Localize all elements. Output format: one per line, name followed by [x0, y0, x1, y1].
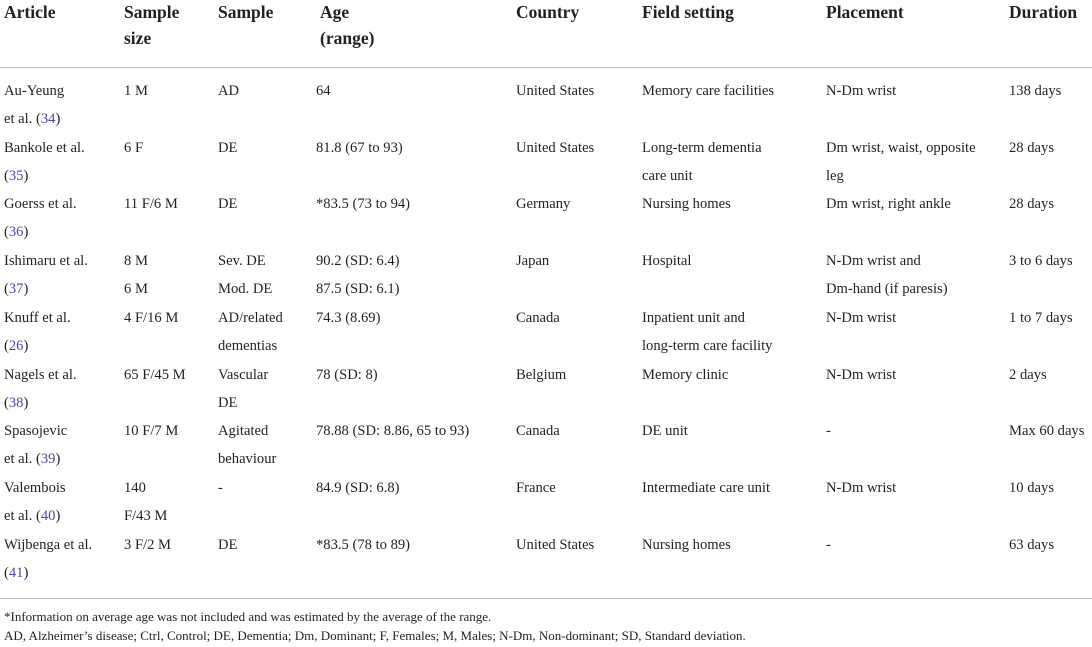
footer-divider — [0, 598, 1092, 599]
cell-age — [316, 361, 378, 389]
cell-age-line1: 78 (SD: 8) — [316, 366, 378, 383]
cell-article — [4, 531, 92, 587]
cell-sample-line2: dementias — [218, 337, 278, 354]
cell-sample-line2: Mod. DE — [218, 281, 273, 298]
cell-size — [124, 134, 143, 162]
cell-article — [4, 77, 64, 133]
cell-field-line1: DE unit — [642, 423, 688, 440]
cell-field-line2: care unit — [642, 167, 693, 184]
cell-article-line2 — [4, 389, 77, 417]
cell-article-line2 — [4, 275, 88, 303]
cell-field-line1: Hospital — [642, 253, 692, 270]
cell-field-line1: Intermediate care unit — [642, 479, 771, 496]
cell-age — [316, 134, 403, 162]
cell-duration: 10 days — [1009, 479, 1054, 496]
citation-prefix: ( — [4, 224, 9, 241]
cell-placement-line1: N-Dm wrist — [826, 366, 897, 383]
cell-age — [316, 190, 410, 218]
cell-article-line1: Ishimaru et al. — [4, 253, 88, 270]
cell-placement-line2: Dm-hand (if paresis) — [826, 281, 948, 298]
cell-field-line1: Memory clinic — [642, 366, 729, 383]
header-sample: Sample — [218, 2, 274, 22]
cell-article-line2 — [4, 162, 85, 190]
cell-placement — [826, 417, 831, 445]
cell-sample-line1: DE — [218, 196, 238, 213]
cell-size — [124, 247, 148, 303]
reference-link[interactable]: 40 — [40, 507, 56, 524]
citation-suffix: ) — [23, 281, 29, 298]
cell-article-line1: Knuff et al. — [4, 309, 71, 326]
cell-size — [124, 531, 171, 559]
cell-field — [642, 304, 772, 360]
cell-placement-line1: Dm wrist, waist, opposite — [826, 139, 976, 156]
cell-field — [642, 190, 731, 218]
cell-sample-line1: Sev. DE — [218, 253, 266, 270]
cell-article — [4, 474, 66, 530]
cell-sample-line1: AD — [218, 83, 240, 99]
cell-age-line1: *83.5 (78 to 89) — [316, 536, 411, 553]
cell-age — [316, 247, 400, 303]
cell-article — [4, 247, 88, 303]
header-sample-size — [124, 0, 179, 51]
cell-size-line2: F/43 M — [124, 507, 168, 524]
cell-placement — [826, 304, 896, 332]
citation-prefix: ( — [4, 337, 9, 354]
cell-age-line1: 74.3 (8.69) — [316, 309, 381, 326]
cell-size-line1: 11 F/6 M — [124, 196, 178, 213]
cell-placement — [826, 474, 896, 502]
cell-country: Germany — [516, 196, 571, 213]
cell-duration: 63 days — [1009, 536, 1054, 553]
citation-prefix: et al. ( — [4, 451, 41, 468]
cell-article-line2 — [4, 502, 66, 530]
cell-size — [124, 417, 178, 445]
header-sample-size-line1: Sample — [124, 2, 180, 22]
header-field-setting: Field setting — [642, 2, 734, 22]
cell-size-line1: 6 F — [124, 139, 144, 156]
cell-field-line1: Inpatient unit and — [642, 309, 745, 326]
citation-prefix: ( — [4, 394, 9, 411]
citation-suffix: ) — [23, 564, 29, 581]
cell-placement-line1: N-Dm wrist — [826, 479, 897, 496]
cell-field — [642, 531, 731, 559]
cell-sample — [218, 474, 223, 502]
table-header — [0, 0, 1092, 67]
reference-link[interactable]: 35 — [8, 167, 24, 184]
cell-size-line1: 3 F/2 M — [124, 536, 172, 553]
footnote-average-age: *Information on average age was not included and was estimated by the average of the range. — [4, 609, 492, 624]
cell-age-line1: 81.8 (67 to 93) — [316, 139, 403, 156]
cell-article-line1: Bankole et al. — [4, 139, 85, 156]
cell-duration: 28 days — [1009, 196, 1054, 213]
cell-size — [124, 474, 167, 530]
cell-country: Canada — [516, 309, 560, 326]
cell-sample-line1: DE — [218, 139, 238, 156]
cell-article-line2 — [4, 332, 71, 360]
cell-field-line2: long-term care facility — [642, 337, 773, 354]
cell-size-line1: 65 F/45 M — [124, 366, 186, 383]
cell-sample-line1: - — [218, 479, 223, 496]
citation-suffix: ) — [55, 507, 61, 524]
citation-prefix: et al. ( — [4, 507, 41, 524]
cell-article-line2 — [4, 218, 77, 246]
header-age — [320, 0, 374, 51]
cell-field — [642, 134, 762, 190]
citation-suffix: ) — [23, 394, 29, 411]
cell-placement-line1: N-Dm wrist — [826, 309, 897, 326]
reference-link[interactable]: 34 — [40, 111, 56, 127]
citation-suffix: ) — [55, 451, 61, 468]
cell-field-line1: Memory care facilities — [642, 83, 775, 99]
cell-placement-line2: leg — [826, 167, 844, 184]
cell-sample-line1: AD/related — [218, 309, 283, 326]
cell-sample — [218, 417, 276, 473]
header-duration: Duration — [1009, 2, 1078, 22]
cell-article — [4, 304, 71, 360]
reference-link[interactable]: 37 — [8, 281, 24, 298]
cell-country: France — [516, 479, 556, 496]
cell-article — [4, 361, 77, 417]
citation-prefix: ( — [4, 167, 9, 184]
cell-sample — [218, 134, 237, 162]
cell-placement — [826, 361, 896, 389]
header-country: Country — [516, 2, 580, 22]
citation-prefix: ( — [4, 564, 9, 581]
reference-link[interactable]: 26 — [8, 337, 24, 354]
cell-article-line1: Spasojevic — [4, 423, 68, 440]
cell-size — [124, 361, 186, 389]
cell-article-line1: Nagels et al. — [4, 366, 77, 383]
citation-prefix: ( — [4, 281, 9, 298]
cell-age-line1: 78.88 (SD: 8.86, 65 to 93) — [316, 423, 470, 440]
reference-link[interactable]: 38 — [8, 394, 24, 411]
cell-size-line1: 10 F/7 M — [124, 423, 179, 440]
cell-age-line1: 64 — [316, 83, 331, 99]
citation-suffix: ) — [23, 167, 29, 184]
cell-size-line2: 6 M — [124, 281, 148, 298]
cell-sample — [218, 531, 237, 559]
header-sample-size-line2: size — [124, 28, 152, 48]
cell-size-line1: 140 — [124, 479, 146, 496]
cell-country: United States — [516, 83, 595, 99]
cell-sample-line2: behaviour — [218, 451, 277, 468]
reference-link[interactable]: 41 — [8, 564, 24, 581]
cell-country: United States — [516, 139, 595, 156]
cell-country: Canada — [516, 423, 560, 440]
header-age-line1: Age — [320, 2, 350, 22]
cell-sample — [218, 304, 283, 360]
cell-age — [316, 417, 469, 445]
header-placement: Placement — [826, 2, 904, 22]
cell-duration: 28 days — [1009, 139, 1054, 156]
cell-size-line1: 8 M — [124, 253, 148, 270]
cell-article-line1: Wijbenga et al. — [4, 536, 93, 553]
cell-age-line1: 90.2 (SD: 6.4) — [316, 253, 400, 270]
cell-field — [642, 77, 774, 105]
cell-placement-line1: - — [826, 423, 831, 440]
citation-prefix: et al. ( — [4, 111, 41, 127]
cell-age — [316, 304, 380, 332]
cell-placement-line1: Dm wrist, right ankle — [826, 196, 951, 213]
cell-sample-line1: Agitated — [218, 423, 269, 440]
cell-country: Belgium — [516, 366, 567, 383]
cell-age — [316, 474, 400, 502]
cell-article-line1: Valembois — [4, 479, 66, 496]
cell-duration: 3 to 6 days — [1009, 253, 1073, 270]
header-article: Article — [4, 2, 56, 22]
cell-sample-line1: Vascular — [218, 366, 269, 383]
cell-country: Japan — [516, 253, 550, 270]
cell-field — [642, 474, 770, 502]
cell-age — [316, 77, 331, 105]
cell-size-line1: 4 F/16 M — [124, 309, 179, 326]
cell-sample-line2: DE — [218, 394, 238, 411]
cell-sample — [218, 361, 268, 417]
cell-age-line1: *83.5 (73 to 94) — [316, 196, 411, 213]
cell-field — [642, 247, 691, 275]
reference-link[interactable]: 36 — [8, 224, 24, 241]
cell-sample-line1: DE — [218, 536, 238, 553]
cell-size — [124, 304, 178, 332]
cell-field — [642, 361, 728, 389]
cell-article — [4, 417, 67, 473]
cell-sample — [218, 247, 272, 303]
cell-article-line2 — [4, 445, 67, 473]
cell-article — [4, 134, 85, 190]
cell-size — [124, 190, 178, 218]
cell-placement-line1: - — [826, 536, 831, 553]
cell-placement — [826, 247, 948, 303]
cell-age — [316, 531, 410, 559]
reference-link[interactable]: 39 — [40, 451, 56, 468]
cell-size-line1: 1 M — [124, 83, 148, 99]
cell-sample — [218, 190, 237, 218]
cell-field-line1: Nursing homes — [642, 196, 731, 213]
cell-placement — [826, 531, 831, 559]
cell-article-line2 — [4, 559, 92, 587]
cell-duration: 138 days — [1009, 83, 1062, 99]
cell-placement-line1: N-Dm wrist — [826, 83, 897, 99]
cell-article-line2 — [4, 105, 64, 133]
citation-suffix: ) — [55, 111, 61, 127]
header-divider — [0, 67, 1092, 68]
cell-placement — [826, 134, 976, 190]
cell-sample — [218, 77, 239, 105]
cell-placement-line1: N-Dm wrist and — [826, 253, 921, 270]
citation-suffix: ) — [23, 337, 29, 354]
cell-field-line1: Long-term dementia — [642, 139, 762, 156]
cell-article-line1: Au-Yeung — [4, 83, 65, 99]
cell-duration: 2 days — [1009, 366, 1047, 383]
cell-country: United States — [516, 536, 595, 553]
cell-duration: 1 to 7 days — [1009, 309, 1073, 326]
header-age-line2: (range) — [320, 28, 375, 48]
footnote-abbreviations: AD, Alzheimer’s disease; Ctrl, Control; DE, Dementia; Dm, Dominant; F, Females; M, Males; N-Dm, Non-dominant; SD, Standard deviation. — [4, 628, 746, 643]
cell-field-line1: Nursing homes — [642, 536, 731, 553]
cell-field — [642, 417, 688, 445]
citation-suffix: ) — [23, 224, 29, 241]
cell-article-line1: Goerss et al. — [4, 196, 77, 213]
cell-placement — [826, 190, 951, 218]
cell-placement — [826, 77, 896, 105]
cell-age-line2: 87.5 (SD: 6.1) — [316, 281, 400, 298]
cell-age-line1: 84.9 (SD: 6.8) — [316, 479, 400, 496]
cell-article — [4, 190, 77, 246]
cell-size — [124, 77, 148, 105]
cell-duration: Max 60 days — [1009, 423, 1085, 440]
